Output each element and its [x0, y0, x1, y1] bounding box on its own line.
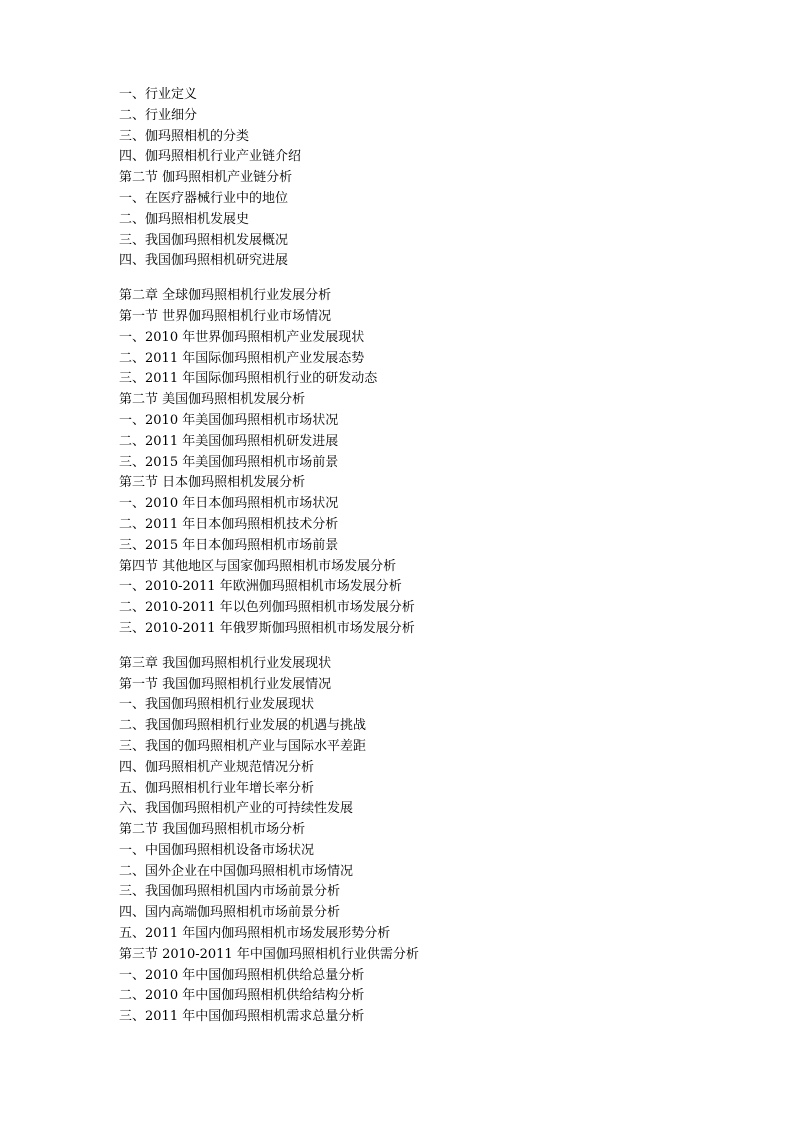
toc-entry: 二、伽玛照相机发展史: [119, 211, 250, 227]
toc-entry: 三、2011 年中国伽玛照相机需求总量分析: [119, 1009, 365, 1025]
toc-entry: 三、2015 年日本伽玛照相机市场前景: [119, 537, 339, 553]
toc-entry: 五、伽玛照相机行业年增长率分析: [119, 780, 315, 796]
toc-entry: 二、2011 年日本伽玛照相机技术分析: [119, 516, 339, 532]
toc-entry: 三、我国伽玛照相机国内市场前景分析: [119, 884, 341, 900]
toc-entry: 三、我国的伽玛照相机产业与国际水平差距: [119, 738, 367, 754]
toc-entry: 第二节 伽玛照相机产业链分析: [119, 170, 293, 186]
toc-entry: 四、国内高端伽玛照相机市场前景分析: [119, 905, 341, 921]
toc-entry: 第二节 我国伽玛照相机市场分析: [119, 822, 306, 838]
toc-entry: 三、2011 年国际伽玛照相机行业的研发动态: [119, 371, 378, 387]
toc-entry: 一、2010 年美国伽玛照相机市场状况: [119, 412, 339, 428]
toc-entry: 第三节 日本伽玛照相机发展分析: [119, 475, 306, 491]
toc-entry: 一、2010 年日本伽玛照相机市场状况: [119, 496, 339, 512]
toc-entry: 第四节 其他地区与国家伽玛照相机市场发展分析: [119, 558, 397, 574]
toc-entry: 二、国外企业在中国伽玛照相机市场情况: [119, 863, 354, 879]
toc-entry: 第二章 全球伽玛照相机行业发展分析: [119, 288, 332, 304]
toc-entry: 四、我国伽玛照相机研究进展: [119, 253, 289, 269]
toc-entry: 一、我国伽玛照相机行业发展现状: [119, 697, 315, 713]
toc-entry: 第一节 世界伽玛照相机行业市场情况: [119, 308, 332, 324]
toc-entry: 第二节 美国伽玛照相机发展分析: [119, 392, 306, 408]
table-of-contents: [119, 85, 739, 1028]
toc-section-group: [119, 286, 739, 640]
toc-entry: 一、行业定义: [119, 87, 198, 102]
toc-entry: 六、我国伽玛照相机产业的可持续性发展: [119, 801, 354, 817]
toc-entry: 二、2010-2011 年以色列伽玛照相机市场发展分析: [119, 600, 415, 616]
toc-entry: 四、伽玛照相机产业规范情况分析: [119, 759, 315, 775]
toc-entry: 一、中国伽玛照相机设备市场状况: [119, 842, 315, 858]
toc-section-group: [119, 85, 739, 272]
toc-entry: 二、2011 年美国伽玛照相机研发进展: [119, 433, 339, 449]
toc-entry: 三、我国伽玛照相机发展概况: [119, 232, 289, 248]
toc-entry: 二、我国伽玛照相机行业发展的机遇与挑战: [119, 718, 367, 734]
toc-entry: 第一节 我国伽玛照相机行业发展情况: [119, 676, 332, 692]
toc-entry: 四、伽玛照相机行业产业链介绍: [119, 149, 302, 165]
toc-entry: 二、行业细分: [119, 107, 198, 123]
toc-section-group: [119, 654, 739, 1028]
toc-entry: 五、2011 年国内伽玛照相机市场发展形势分析: [119, 926, 391, 942]
toc-entry: 一、2010 年世界伽玛照相机产业发展现状: [119, 329, 365, 345]
toc-entry: 第三节 2010-2011 年中国伽玛照相机行业供需分析: [119, 946, 419, 962]
toc-entry: 一、在医疗器械行业中的地位: [119, 190, 289, 206]
toc-entry: 二、2011 年国际伽玛照相机产业发展态势: [119, 350, 365, 366]
toc-entry: 三、伽玛照相机的分类: [119, 128, 250, 144]
toc-entry: 一、2010-2011 年欧洲伽玛照相机市场发展分析: [119, 579, 402, 595]
toc-entry: 第三章 我国伽玛照相机行业发展现状: [119, 655, 332, 671]
toc-entry: 一、2010 年中国伽玛照相机供给总量分析: [119, 967, 365, 983]
toc-entry: 三、2015 年美国伽玛照相机市场前景: [119, 454, 339, 470]
toc-entry: 三、2010-2011 年俄罗斯伽玛照相机市场发展分析: [119, 620, 415, 636]
toc-entry: 二、2010 年中国伽玛照相机供给结构分析: [119, 988, 365, 1004]
